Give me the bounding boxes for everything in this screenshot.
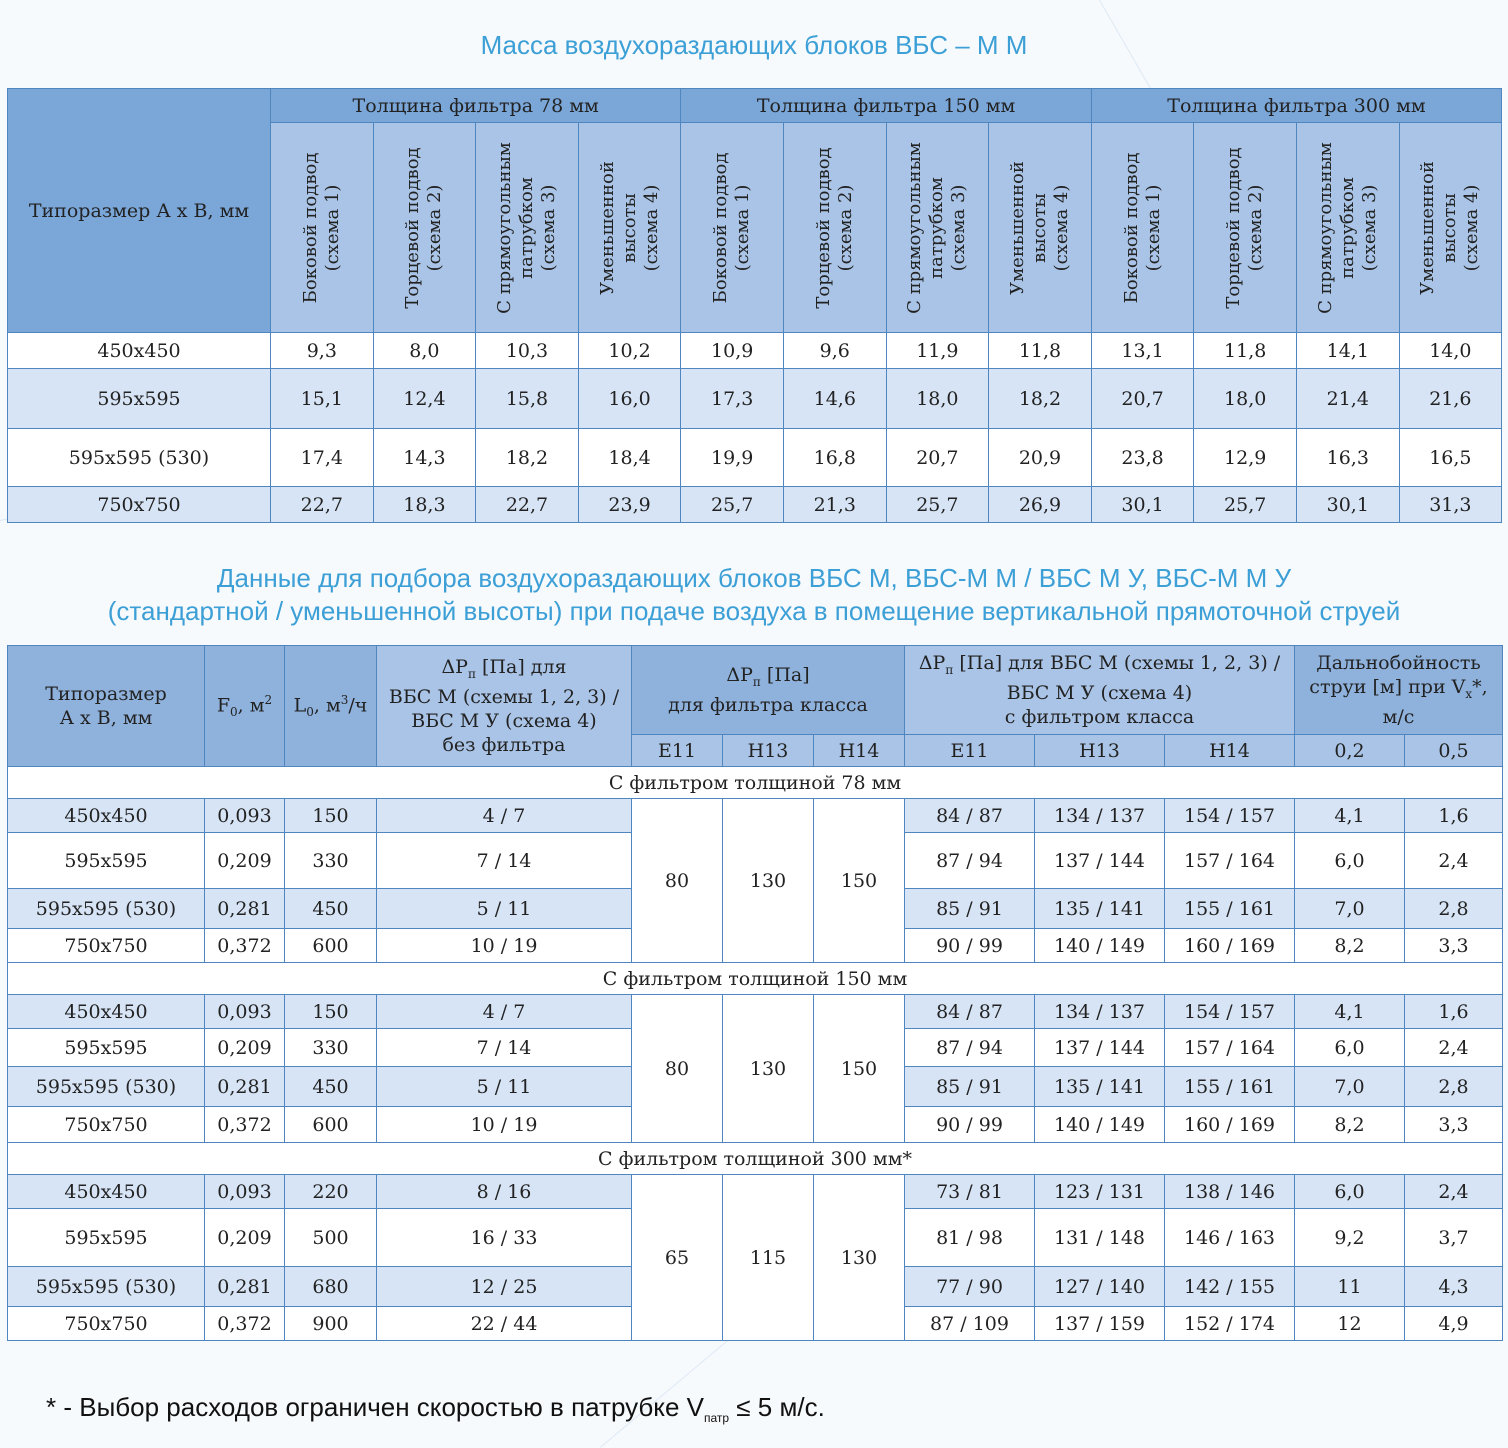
f0-cell: 0,281 [205,1067,285,1107]
scheme-header-line: (схема 4) [1461,184,1483,271]
range-05-cell: 4,9 [1405,1307,1503,1341]
section-label: С фильтром толщиной 78 мм [8,767,1503,799]
mass-cell: 10,3 [476,333,579,369]
scheme-header-line: С прямоугольным [493,141,515,314]
with-h13-cell: 137 / 144 [1035,833,1165,889]
scheme-header-line: С прямоугольным [1314,141,1336,314]
l0-cell: 600 [285,929,377,963]
size-cell: 450x450 [8,333,271,369]
filter-dp-e11-cell: 65 [632,1175,723,1341]
selection-table-title [0,562,1508,628]
with-h14-cell: 154 / 157 [1165,799,1295,833]
with-e11-cell: 90 / 99 [905,929,1035,963]
range-02-cell: 6,0 [1295,1029,1405,1067]
mass-cell: 15,8 [476,369,579,429]
class-h14-header: H14 [814,735,905,767]
range-05-cell: 3,3 [1405,1107,1503,1143]
size-cell: 450x450 [8,1175,205,1209]
l0-header: $L_0$, $м^3/ч$ [285,646,377,767]
scheme-header-line: высоты [1028,192,1050,263]
l0-cell: 150 [285,799,377,833]
with-h14-cell: 157 / 164 [1165,1029,1295,1067]
filter-dp-h14-cell: 130 [814,1175,905,1341]
f0-cell: 0,093 [205,995,285,1029]
with-e11-cell: 85 / 91 [905,1067,1035,1107]
scheme-header-line: (схема 3) [537,184,559,271]
mass-cell: 8,0 [373,333,476,369]
range-05-cell: 2,4 [1405,1029,1503,1067]
f0-cell: 0,093 [205,799,285,833]
range-05-cell: 4,3 [1405,1267,1503,1307]
size-cell: 450x450 [8,995,205,1029]
mass-cell: 11,8 [1194,333,1297,369]
dp-no-filter-cell: 7 / 14 [377,1029,632,1067]
filter-dp-e11-cell: 80 [632,995,723,1143]
scheme-header [1091,123,1194,333]
scheme-header [989,123,1092,333]
with-h14-cell: 157 / 164 [1165,833,1295,889]
filter-dp-h13-cell: 115 [723,1175,814,1341]
scheme-header-line: (схема 1) [1142,184,1164,271]
table-row [8,799,1503,833]
mass-cell: 16,5 [1399,429,1502,487]
size-cell: 595x595 [8,833,205,889]
range-02-cell: 9,2 [1295,1209,1405,1267]
size-cell: 595x595 (530) [8,1267,205,1307]
size-cell: 750x750 [8,1307,205,1341]
dp-no-filter-cell: 5 / 11 [377,889,632,929]
with-e11-cell: 87 / 94 [905,833,1035,889]
table-row [8,369,1502,429]
mass-cell: 17,3 [681,369,784,429]
with-h14-cell: 155 / 161 [1165,889,1295,929]
dp-no-filter-cell: 22 / 44 [377,1307,632,1341]
scheme-header [783,123,886,333]
scheme-header-line: Уменьшенной [596,160,618,295]
l0-cell: 330 [285,1029,377,1067]
with-h13-cell: 137 / 159 [1035,1307,1165,1341]
with-h13-cell: 127 / 140 [1035,1267,1165,1307]
mass-cell: 12,4 [373,369,476,429]
scheme-header [578,123,681,333]
with-h13-cell: 137 / 144 [1035,1029,1165,1067]
scheme-header-line: Торцевой подвод [402,146,424,309]
scheme-header-line: Торцевой подвод [812,146,834,309]
range-05-cell: 2,8 [1405,889,1503,929]
with-e11-cell: 90 / 99 [905,1107,1035,1143]
with-h13-cell: 140 / 149 [1035,1107,1165,1143]
l0-cell: 450 [285,889,377,929]
size-cell: 595x595 (530) [8,1067,205,1107]
with-e11-cell: 81 / 98 [905,1209,1035,1267]
range-05-cell: 3,3 [1405,929,1503,963]
scheme-header-line: Боковой подвод [1120,152,1142,303]
range-header: Дальнобойность струи [м] при $V_x*$, м/с [1295,646,1503,735]
mass-cell: 11,8 [989,333,1092,369]
mass-cell: 23,9 [578,487,681,523]
range-02-cell: 4,1 [1295,995,1405,1029]
with-e11-cell: 87 / 109 [905,1307,1035,1341]
with-h14-cell: 160 / 169 [1165,929,1295,963]
scheme-header [886,123,989,333]
range-02-cell: 11 [1295,1267,1405,1307]
with-h14-header: H14 [1165,735,1295,767]
mass-cell: 10,9 [681,333,784,369]
l0-cell: 500 [285,1209,377,1267]
with-h13-cell: 123 / 131 [1035,1175,1165,1209]
mass-cell: 30,1 [1296,487,1399,523]
section-row [8,963,1503,995]
size-cell: 595x595 [8,1209,205,1267]
mass-cell: 9,3 [271,333,374,369]
mass-cell: 22,7 [271,487,374,523]
f0-cell: 0,093 [205,1175,285,1209]
with-h14-cell: 154 / 157 [1165,995,1295,1029]
scheme-header-line: высоты [618,192,640,263]
f0-cell: 0,209 [205,1209,285,1267]
mass-cell: 19,9 [681,429,784,487]
scheme-header [1296,123,1399,333]
mass-cell: 9,6 [783,333,886,369]
range-02-cell: 4,1 [1295,799,1405,833]
l0-cell: 600 [285,1107,377,1143]
group-header-78: Толщина фильтра 78 мм [271,89,681,123]
range-05-cell: 1,6 [1405,995,1503,1029]
mass-cell: 18,0 [1194,369,1297,429]
velocity-05-header: 0,5 [1405,735,1503,767]
scheme-header [476,123,579,333]
size-header: Типоразмер А х В, мм [8,646,205,767]
table-row [8,995,1503,1029]
f0-cell: 0,372 [205,1107,285,1143]
mass-cell: 20,9 [989,429,1092,487]
mass-cell: 14,1 [1296,333,1399,369]
dp-filter-header: $\Delta P_п$ [Па] для фильтра класса [632,646,905,735]
size-cell: 595x595 (530) [8,889,205,929]
class-h13-header: H13 [723,735,814,767]
with-e11-cell: 77 / 90 [905,1267,1035,1307]
mass-cell: 15,1 [271,369,374,429]
mass-table [7,88,1502,523]
with-h13-cell: 134 / 137 [1035,995,1165,1029]
dp-no-filter-cell: 8 / 16 [377,1175,632,1209]
f0-header: $F_0$, $м^2$ [205,646,285,767]
mass-cell: 16,3 [1296,429,1399,487]
dp-no-filter-cell: 4 / 7 [377,799,632,833]
range-02-cell: 6,0 [1295,1175,1405,1209]
with-e11-cell: 85 / 91 [905,889,1035,929]
section-row [8,767,1503,799]
mass-cell: 31,3 [1399,487,1502,523]
f0-cell: 0,281 [205,889,285,929]
mass-cell: 16,8 [783,429,886,487]
range-02-cell: 8,2 [1295,1107,1405,1143]
scheme-header-line: Уменьшенной [1417,160,1439,295]
dp-no-filter-cell: 5 / 11 [377,1067,632,1107]
size-cell: 750x750 [8,487,271,523]
dp-no-filter-cell: 7 / 14 [377,833,632,889]
scheme-header-line: патрубком [515,176,537,279]
size-cell: 750x750 [8,929,205,963]
mass-table-title: Масса воздухораздающих блоков ВБС – М М [480,30,1028,60]
mass-cell: 14,3 [373,429,476,487]
dp-with-filter-header: $\Delta P_п$ [Па] для ВБС М (схемы 1, 2, 3) / ВБС М У (схема 4) с фильтром класса [905,646,1295,735]
filter-dp-h14-cell: 150 [814,799,905,963]
f0-cell: 0,281 [205,1267,285,1307]
mass-cell: 22,7 [476,487,579,523]
section-row [8,1143,1503,1175]
mass-cell: 14,6 [783,369,886,429]
scheme-header-line: (схема 1) [321,184,343,271]
filter-dp-e11-cell: 80 [632,799,723,963]
mass-cell: 25,7 [681,487,784,523]
range-05-cell: 2,4 [1405,833,1503,889]
mass-cell: 25,7 [1194,487,1297,523]
with-e11-cell: 87 / 94 [905,1029,1035,1067]
mass-cell: 20,7 [886,429,989,487]
mass-cell: 23,8 [1091,429,1194,487]
scheme-header-line: Торцевой подвод [1223,146,1245,309]
filter-dp-h13-cell: 130 [723,799,814,963]
scheme-header-line: (схема 4) [640,184,662,271]
mass-cell: 12,9 [1194,429,1297,487]
with-h13-cell: 135 / 141 [1035,889,1165,929]
table-row [8,1175,1503,1209]
l0-cell: 900 [285,1307,377,1341]
range-02-cell: 6,0 [1295,833,1405,889]
mass-cell: 17,4 [271,429,374,487]
f0-cell: 0,372 [205,929,285,963]
range-02-cell: 8,2 [1295,929,1405,963]
table-row [8,333,1502,369]
scheme-header-line: (схема 2) [834,184,856,271]
scheme-header-line: С прямоугольным [904,141,926,314]
with-e11-cell: 84 / 87 [905,799,1035,833]
section-label: С фильтром толщиной 300 мм* [8,1143,1503,1175]
mass-cell: 18,2 [476,429,579,487]
scheme-header [373,123,476,333]
footnote: * - Выбор расходов ограничен скоростью в патрубке $V_{патр} \le 5$ м/с. [46,1392,825,1426]
f0-cell: 0,209 [205,1029,285,1067]
range-05-cell: 1,6 [1405,799,1503,833]
scheme-header-line: (схема 4) [1050,184,1072,271]
dp-no-filter-header: $\Delta P_п$ [Па] для ВБС М (схемы 1, 2, 3) / ВБС М У (схема 4) без фильтра [377,646,632,767]
scheme-header-line: патрубком [1336,176,1358,279]
range-02-cell: 7,0 [1295,889,1405,929]
mass-cell: 21,3 [783,487,886,523]
with-h13-cell: 140 / 149 [1035,929,1165,963]
scheme-header-line: Боковой подвод [710,152,732,303]
scheme-header [681,123,784,333]
section-label: С фильтром толщиной 150 мм [8,963,1503,995]
with-e11-cell: 73 / 81 [905,1175,1035,1209]
size-cell: 595x595 [8,369,271,429]
mass-cell: 21,4 [1296,369,1399,429]
with-h14-cell: 152 / 174 [1165,1307,1295,1341]
dp-no-filter-cell: 12 / 25 [377,1267,632,1307]
f0-cell: 0,372 [205,1307,285,1341]
title-line-2: (стандартной / уменьшенной высоты) при подаче воздуха в помещение вертикальной прямоточной струей [107,596,1401,626]
mass-cell: 30,1 [1091,487,1194,523]
with-e11-cell: 84 / 87 [905,995,1035,1029]
mass-cell: 18,3 [373,487,476,523]
size-cell: 750x750 [8,1107,205,1143]
with-h14-cell: 142 / 155 [1165,1267,1295,1307]
with-h13-cell: 131 / 148 [1035,1209,1165,1267]
mass-cell: 18,2 [989,369,1092,429]
scheme-header-line: Боковой подвод [299,152,321,303]
scheme-header-line: (схема 3) [948,184,970,271]
l0-cell: 450 [285,1067,377,1107]
l0-cell: 220 [285,1175,377,1209]
scheme-header [1399,123,1502,333]
mass-cell: 11,9 [886,333,989,369]
scheme-header-line: высоты [1439,192,1461,263]
mass-cell: 20,7 [1091,369,1194,429]
with-h14-cell: 138 / 146 [1165,1175,1295,1209]
scheme-header-line: (схема 1) [732,184,754,271]
table-row [8,487,1502,523]
mass-cell: 10,2 [578,333,681,369]
with-h13-cell: 135 / 141 [1035,1067,1165,1107]
velocity-02-header: 0,2 [1295,735,1405,767]
l0-cell: 150 [285,995,377,1029]
mass-cell: 13,1 [1091,333,1194,369]
size-cell: 595x595 [8,1029,205,1067]
size-cell: 450x450 [8,799,205,833]
l0-cell: 680 [285,1267,377,1307]
with-h14-cell: 160 / 169 [1165,1107,1295,1143]
selection-table [7,645,1503,1341]
scheme-header [1194,123,1297,333]
scheme-header [271,123,374,333]
table-row [8,429,1502,487]
dp-no-filter-cell: 10 / 19 [377,1107,632,1143]
f0-cell: 0,209 [205,833,285,889]
scheme-header-line: (схема 3) [1358,184,1380,271]
group-header-300: Толщина фильтра 300 мм [1091,89,1501,123]
class-e11-header: E11 [632,735,723,767]
range-05-cell: 2,8 [1405,1067,1503,1107]
mass-cell: 21,6 [1399,369,1502,429]
scheme-header-line: (схема 2) [1245,184,1267,271]
with-h14-cell: 155 / 161 [1165,1067,1295,1107]
size-header: Типоразмер А х В, мм [8,89,271,333]
filter-dp-h13-cell: 130 [723,995,814,1143]
dp-no-filter-cell: 16 / 33 [377,1209,632,1267]
range-05-cell: 3,7 [1405,1209,1503,1267]
mass-cell: 16,0 [578,369,681,429]
with-h13-header: H13 [1035,735,1165,767]
range-05-cell: 2,4 [1405,1175,1503,1209]
size-cell: 595x595 (530) [8,429,271,487]
with-h14-cell: 146 / 163 [1165,1209,1295,1267]
mass-cell: 25,7 [886,487,989,523]
group-header-150: Толщина фильтра 150 мм [681,89,1091,123]
scheme-header-line: патрубком [926,176,948,279]
mass-cell: 18,0 [886,369,989,429]
filter-dp-h14-cell: 150 [814,995,905,1143]
mass-cell: 18,4 [578,429,681,487]
dp-no-filter-cell: 4 / 7 [377,995,632,1029]
range-02-cell: 7,0 [1295,1067,1405,1107]
scheme-header-line: (схема 2) [424,184,446,271]
mass-cell: 26,9 [989,487,1092,523]
with-e11-header: E11 [905,735,1035,767]
range-02-cell: 12 [1295,1307,1405,1341]
dp-no-filter-cell: 10 / 19 [377,929,632,963]
title-line-1: Данные для подбора воздухораздающих блоков ВБС М, ВБС-М М / ВБС М У, ВБС-М М У [216,563,1292,593]
l0-cell: 330 [285,833,377,889]
with-h13-cell: 134 / 137 [1035,799,1165,833]
scheme-header-line: Уменьшенной [1006,160,1028,295]
mass-cell: 14,0 [1399,333,1502,369]
